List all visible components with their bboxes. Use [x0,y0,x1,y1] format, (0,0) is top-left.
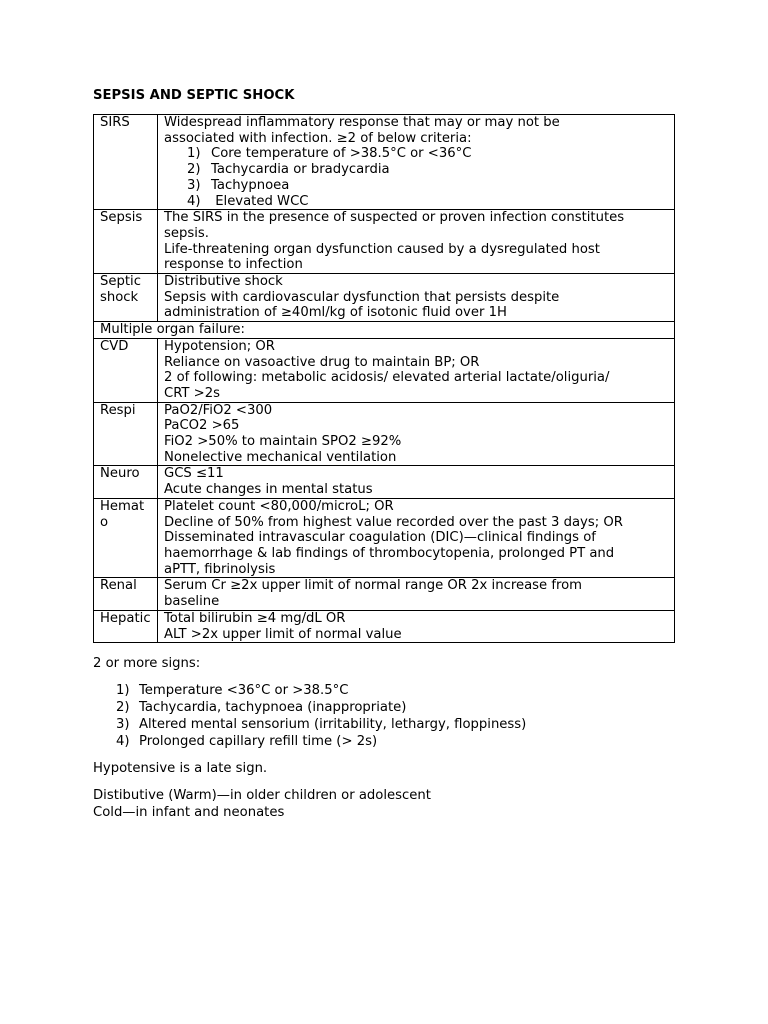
row-content-respi [158,402,675,466]
table-row-renal [94,578,675,610]
sirs-criterion: 4) Elevated WCC [187,193,309,209]
hemato-line: Decline of 50% from highest value recorded over the past 3 days; OR [164,514,623,530]
row-label-hepatic: Hepatic [94,610,158,642]
table-row-cvd [94,338,675,402]
sepsis-line: sepsis. [164,225,209,241]
row-label-hemato: Hemato [94,498,158,578]
neuro-line: Acute changes in mental status [164,482,373,498]
respi-line: Nonelective mechanical ventilation [164,449,397,465]
table-row-respi [94,402,675,466]
cold-note: Cold—in infant and neonates [93,804,285,820]
row-label-sirs: SIRS [94,115,158,210]
table-row-sepsis [94,210,675,274]
sepsis-line: The SIRS in the presence of suspected or proven infection constitutes [164,210,625,226]
row-content-cvd [158,338,675,402]
hemato-line: Disseminated intravascular coagulation (DIC)—clinical findings of [164,530,596,546]
septic-shock-line: Distributive shock [164,274,283,290]
row-content-renal [158,578,675,610]
sign-item: 2) Tachycardia, tachypnoea (inappropriate) [116,699,407,715]
sirs-line-1: Widespread inflammatory response that may or may not be [164,115,560,130]
warm-note: Distibutive (Warm)—in older children or adolescent [93,787,431,803]
row-content-septic-shock [158,274,675,322]
hepatic-line: ALT >2x upper limit of normal value [164,626,402,642]
sirs-line-2: associated with infection. ≥2 of below criteria: [164,130,472,146]
mof-header: Multiple organ failure: [94,322,675,339]
hemato-line: Platelet count <80,000/microL; OR [164,498,394,514]
table-row-hepatic [94,610,675,642]
table-row-mof-header [94,322,675,339]
signs-intro: 2 or more signs: [93,656,201,672]
cvd-line: Reliance on vasoactive drug to maintain BP; OR [164,354,480,370]
row-content-neuro [158,466,675,498]
row-label-neuro: Neuro [94,466,158,498]
sign-item: 1) Temperature <36°C or >38.5°C [116,682,349,698]
renal-line: Serum Cr ≥2x upper limit of normal range OR 2x increase from [164,578,583,594]
table-row-hemato [94,498,675,578]
respi-line: FiO2 >50% to maintain SPO2 ≥92% [164,434,402,450]
document-title: SEPSIS AND SEPTIC SHOCK [93,88,295,103]
renal-line: baseline [164,594,220,610]
sirs-criterion: 2) Tachycardia or bradycardia [187,162,390,178]
row-content-hepatic [158,610,675,642]
hypotensive-note: Hypotensive is a late sign. [93,760,268,776]
sepsis-line: response to infection [164,257,303,273]
table-row-septic-shock [94,274,675,322]
sirs-criteria-list [164,146,668,209]
signs-list [93,682,675,750]
row-content-hemato [158,498,675,578]
septic-shock-line: Sepsis with cardiovascular dysfunction that persists despite [164,289,560,305]
sign-item: 4) Prolonged capillary refill time (> 2s) [116,733,378,749]
table-row-neuro [94,466,675,498]
septic-shock-line: administration of ≥40ml/kg of isotonic fluid over 1H [164,305,507,321]
row-label-renal: Renal [94,578,158,610]
row-content-sirs [158,115,675,210]
row-label-respi: Respi [94,402,158,466]
row-label-cvd: CVD [94,338,158,402]
document-page [93,87,675,831]
definitions-table [93,114,675,643]
respi-line: PaCO2 >65 [164,418,240,434]
sepsis-line: Life-threatening organ dysfunction caused by a dysregulated host [164,241,600,257]
row-label-sepsis: Sepsis [94,210,158,274]
table-row-sirs [94,115,675,210]
row-label-septic-shock: Septic shock [94,274,158,322]
hemato-line: aPTT, fibrinolysis [164,561,276,577]
hemato-line: haemorrhage & lab findings of thrombocytopenia, prolonged PT and [164,545,615,561]
respi-line: PaO2/FiO2 <300 [164,402,273,418]
cvd-line: CRT >2s [164,385,220,401]
hepatic-line: Total bilirubin ≥4 mg/dL OR [164,610,346,626]
cvd-line: 2 of following: metabolic acidosis/ elevated arterial lactate/oliguria/ [164,370,610,386]
cvd-line: Hypotension; OR [164,338,275,354]
row-content-sepsis [158,210,675,274]
sirs-criterion: 3) Tachypnoea [187,177,290,193]
sirs-criterion: 1) Core temperature of >38.5°C or <36°C [187,146,472,162]
sign-item: 3) Altered mental sensorium (irritability, lethargy, floppiness) [116,716,527,732]
neuro-line: GCS ≤11 [164,466,224,482]
